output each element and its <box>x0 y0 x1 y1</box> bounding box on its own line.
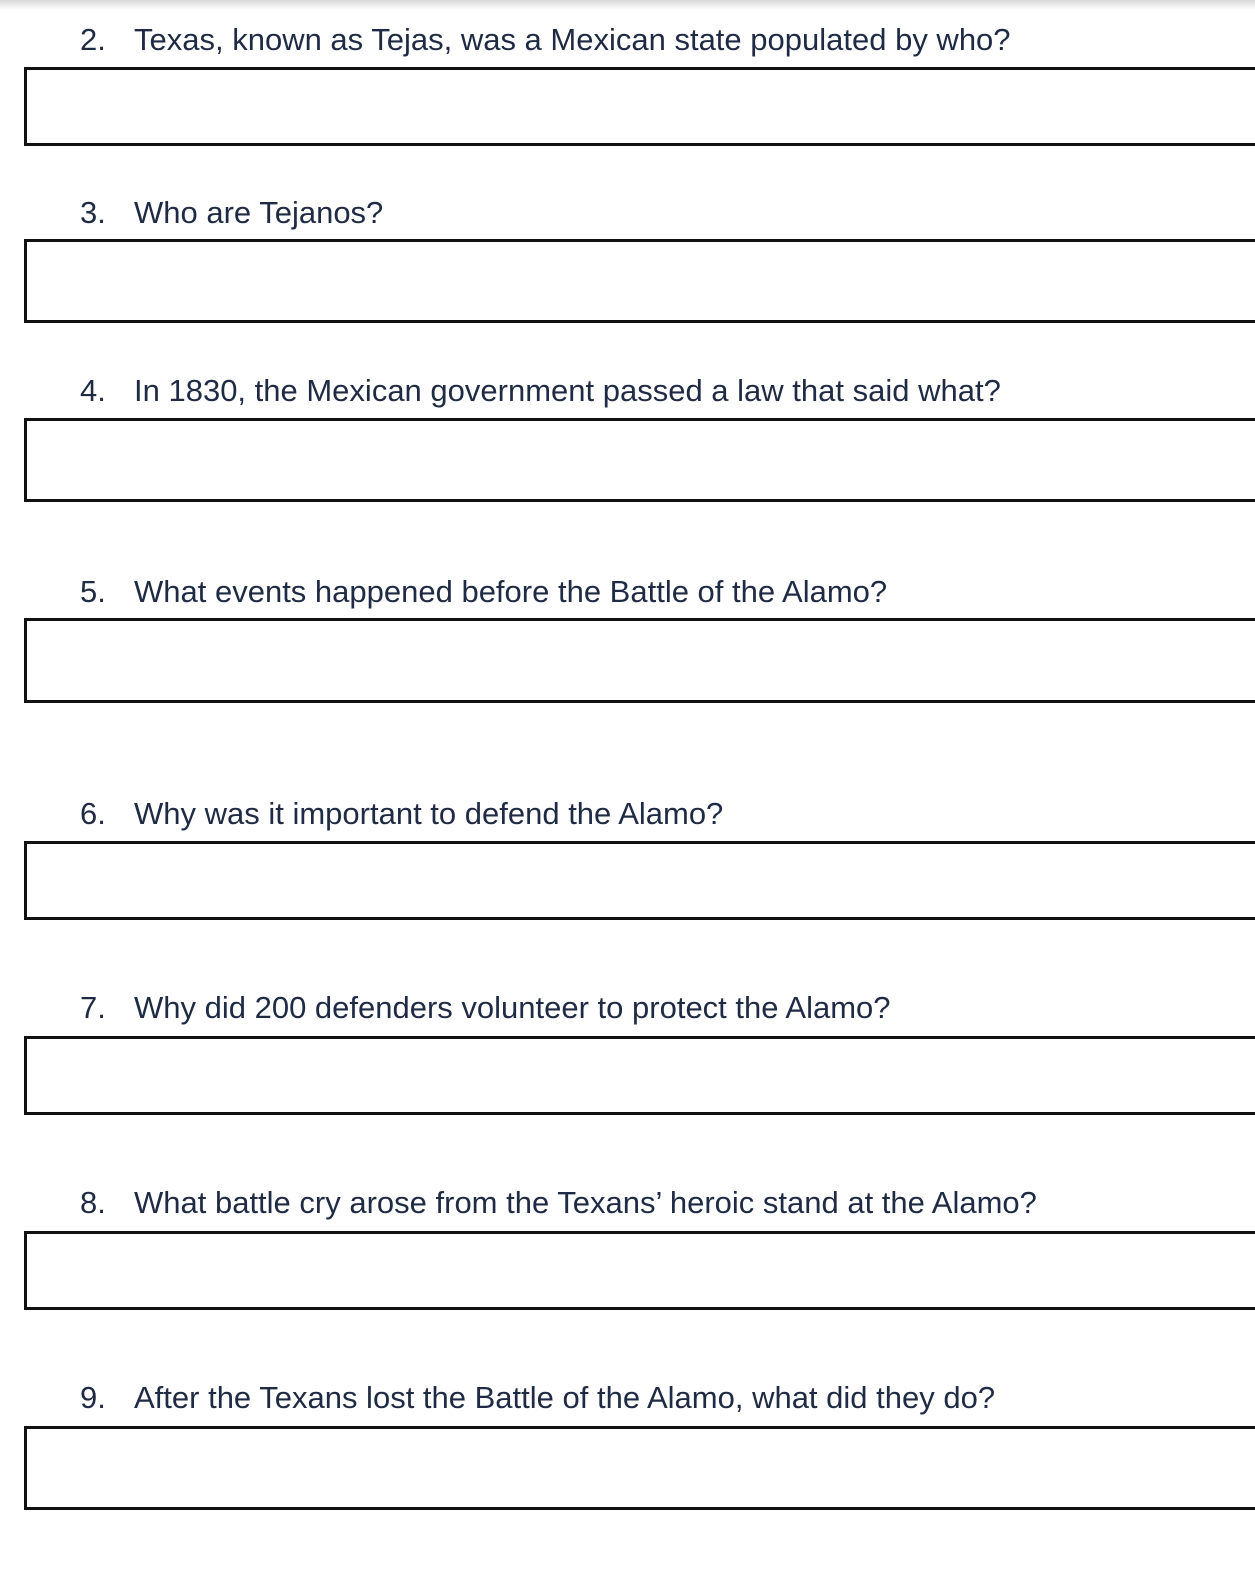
question-number: 7. <box>80 990 106 1025</box>
question-text <box>80 1380 995 1416</box>
answer-box[interactable] <box>24 418 1255 502</box>
question-text <box>80 1185 1037 1221</box>
page-top-edge <box>0 0 1255 10</box>
question-prompt: In 1830, the Mexican government passed a law that said what? <box>134 373 1001 408</box>
question-text <box>80 195 383 231</box>
question-prompt: What events happened before the Battle of the Alamo? <box>134 574 888 609</box>
question-prompt: Who are Tejanos? <box>134 195 384 230</box>
answer-box[interactable] <box>24 67 1255 146</box>
question-prompt: What battle cry arose from the Texans’ heroic stand at the Alamo? <box>134 1185 1037 1220</box>
question-prompt: Why was it important to defend the Alamo? <box>134 796 724 831</box>
question-text <box>80 574 887 610</box>
answer-box[interactable] <box>24 1231 1255 1310</box>
question-number: 3. <box>80 195 106 230</box>
answer-box[interactable] <box>24 618 1255 703</box>
question-number: 4. <box>80 373 106 408</box>
question-text <box>80 796 723 832</box>
question-number: 9. <box>80 1380 106 1415</box>
question-text <box>80 990 891 1026</box>
question-prompt: After the Texans lost the Battle of the Alamo, what did they do? <box>134 1380 996 1415</box>
question-text <box>80 373 1001 409</box>
question-prompt: Texas, known as Tejas, was a Mexican state populated by who? <box>134 22 1011 57</box>
question-number: 8. <box>80 1185 106 1220</box>
question-number: 6. <box>80 796 106 831</box>
question-number: 5. <box>80 574 106 609</box>
answer-box[interactable] <box>24 1426 1255 1510</box>
answer-box[interactable] <box>24 841 1255 920</box>
answer-box[interactable] <box>24 1036 1255 1115</box>
question-number: 2. <box>80 22 106 57</box>
question-text <box>80 22 1011 58</box>
question-prompt: Why did 200 defenders volunteer to protect the Alamo? <box>134 990 891 1025</box>
answer-box[interactable] <box>24 239 1255 323</box>
